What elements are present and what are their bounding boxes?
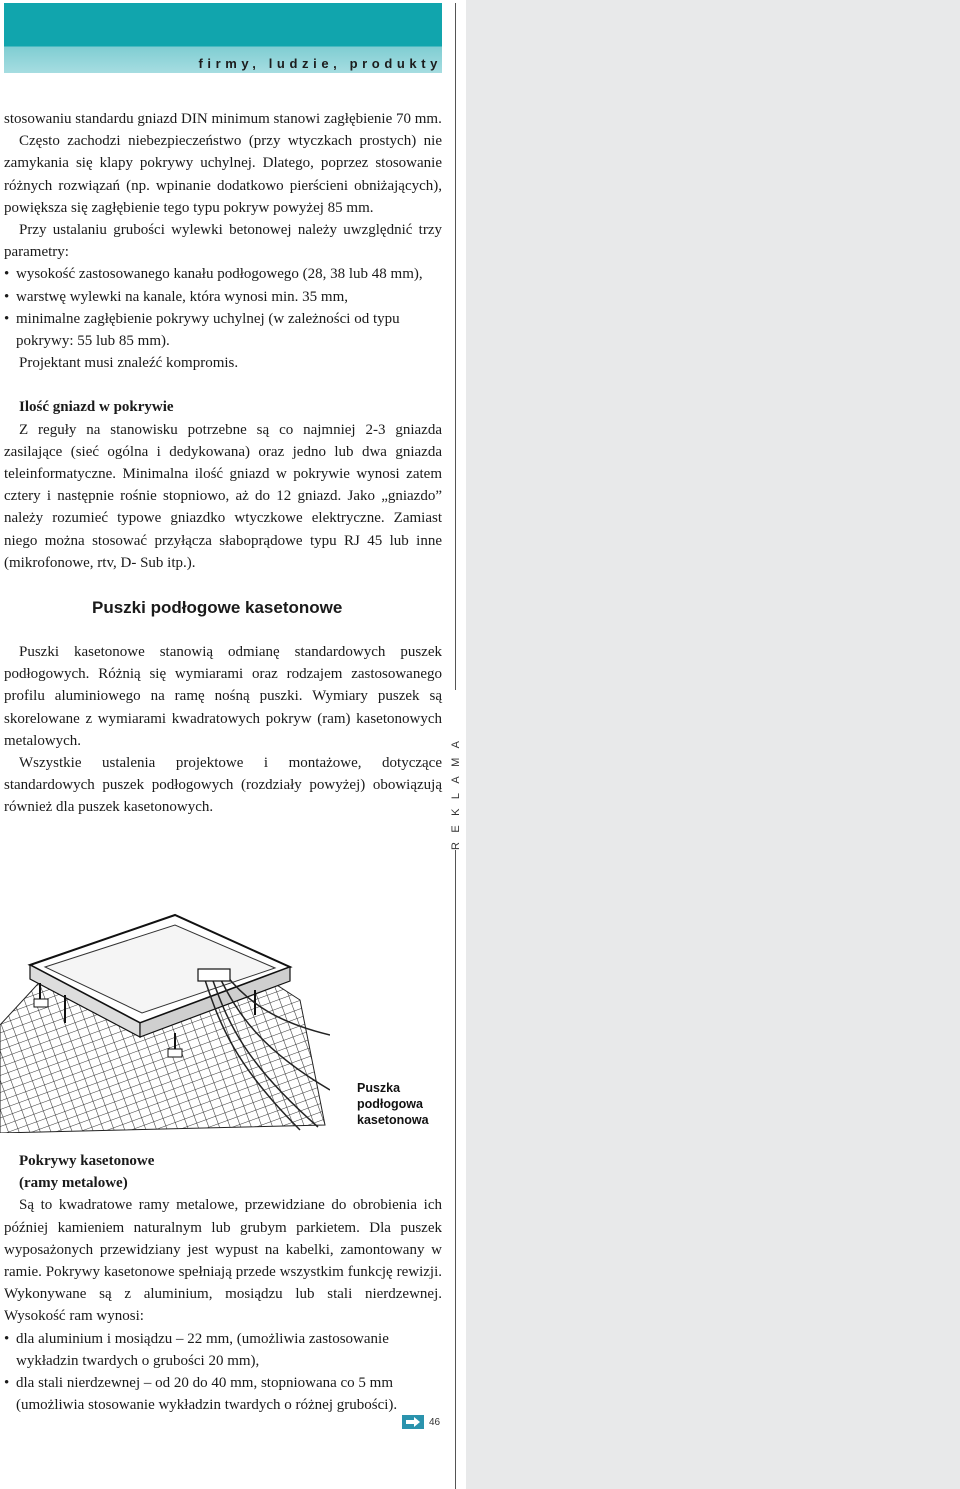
subheading-cassette-covers-sub: (ramy metalowe) [19, 1175, 128, 1192]
paragraph: stosowaniu standardu gniazd DIN minimum stanowi zagłębienie 70 mm. [4, 111, 442, 127]
advertisement-label-text: REKLAMA [450, 731, 462, 850]
advertisement-label [449, 690, 463, 850]
paragraph: Projektant musi znaleźć kompromis. [19, 355, 239, 372]
caption-line: podłogowa [357, 1097, 423, 1111]
caption-line: kasetonowa [357, 1113, 429, 1127]
caption-line: Puszka [357, 1081, 401, 1095]
article-column [4, 108, 442, 819]
paragraph: Z reguły na stanowisku potrzebne są co najmniej 2-3 gniazda zasilające (sieć ogólna i dedykowana) oraz jedno lub dwa gniazda teleinformatyczne. Minimalna ilość gniazd w pokrywie wynosi zatem cztery i następnie rośnie stopniowo, aż do 12 gniazd. Jako „gniazdo” należy rozumieć typowe gniazdko wtyczkowe elektryczne. Zamiast niego można stosować przyłącza słaboprądowe typu RJ 45 lub inne (mikrofonowe, rtv, D- Sub itp.). [4, 421, 442, 571]
paragraph: Są to kwadratowe ramy metalowe, przewidziane do obrobienia ich później kamieniem naturalnym lub grubym parkietem. Dla puszek wyposażonych przewidziany jest wypust na kabelki, zamontowany w ramie. Pokrywy kasetonowe spełniają przede wszystkim funkcję rewizji. Wykonywane są z aluminium, mosiądzu lub stali nierdzewnej. Wysokość ram wynosi: [4, 1197, 442, 1325]
header-bar [4, 3, 442, 73]
advertisement-area [466, 0, 960, 1489]
page-footer [402, 1415, 440, 1429]
bullet-item: • warstwę wylewki na kanale, która wynosi min. 35 mm, [4, 286, 442, 308]
bullet-item: • dla aluminium i mosiądzu – 22 mm, (umożliwia zastosowanie wykładzin twardych o grubości 20 mm), [4, 1328, 442, 1372]
section-heading-cassette-boxes: Puszki podłogowe kasetonowe [92, 598, 343, 618]
floor-box-illustration [0, 905, 330, 1133]
next-page-icon [402, 1415, 424, 1429]
paragraph: Przy ustalaniu grubości wylewki betonowej należy uwzględnić trzy parametry: [4, 222, 442, 261]
page-number: 46 [429, 1416, 441, 1428]
paragraph: Puszki kasetonowe stanowią odmianę standardowych puszek podłogowych. Różnią się wymiarami oraz rodzajem zastosowanego profilu aluminiowego na ramę nośną puszki. Wymiary puszek są skorelowane z wymiarami kwadratowych pokryw (ram) kasetonowych metalowych. [4, 644, 442, 749]
section-label: firmy, ludzie, produkty [198, 56, 442, 71]
figure-caption [357, 1080, 429, 1128]
paragraph: Wszystkie ustalenia projektowe i montażowe, dotyczące standardowych puszek podłogowych (rozdziały powyżej) obowiązują również dla puszek kasetonowych. [4, 755, 442, 816]
paragraph: Często zachodzi niebezpieczeństwo (przy wtyczkach prostych) nie zamykania się klapy pokrywy uchylnej. Dlatego, poprzez stosowanie różnych rozwiązań (np. wpinanie dodatkowo pierścieni obniżających), powiększa się zagłębienie tego typu pokryw powyżej 85 mm. [4, 133, 442, 216]
bullet-item: • minimalne zagłębienie pokrywy uchylnej (w zależności od typu pokrywy: 55 lub 85 mm). [4, 308, 442, 352]
article-column-lower [4, 1150, 442, 1416]
bullet-item: • wysokość zastosowanego kanału podłogowego (28, 38 lub 48 mm), [4, 263, 442, 285]
subheading-socket-count: Ilość gniazd w pokrywie [19, 399, 174, 416]
bullet-item: • dla stali nierdzewnej – od 20 do 40 mm, stopniowana co 5 mm (umożliwia stosowanie wykładzin twardych o różnej grubości). [4, 1372, 442, 1416]
subheading-cassette-covers: Pokrywy kasetonowe [19, 1153, 155, 1169]
